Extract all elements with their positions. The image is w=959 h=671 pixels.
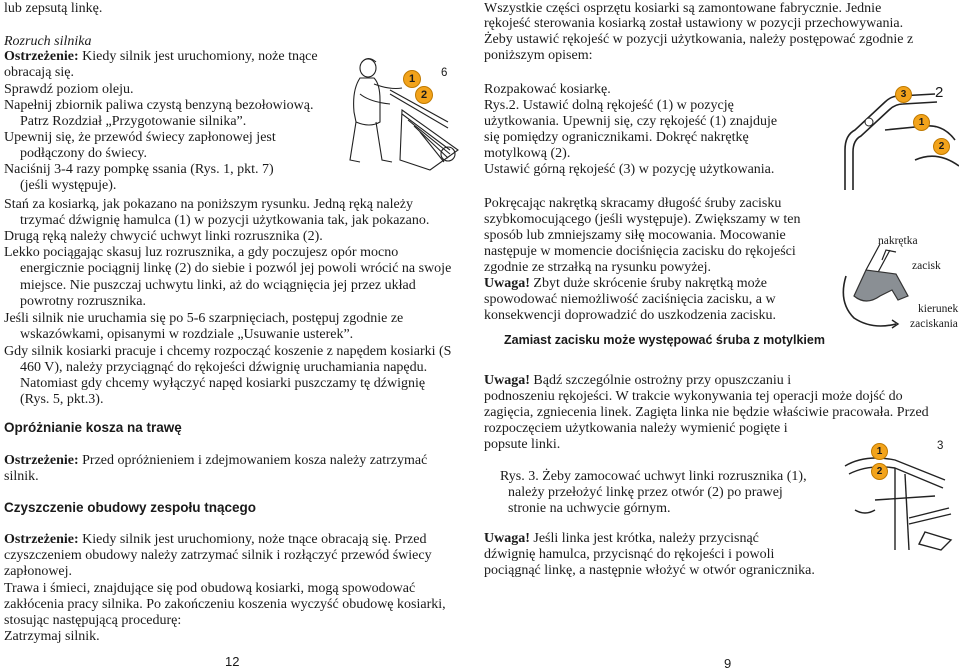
text-line: zapłonowej.: [4, 564, 73, 579]
text-line: (Rys. 5, pkt.3).: [20, 392, 104, 407]
text-line: Rys. 3. Żeby zamocować uchwyt linki rozrusznika (1),: [500, 469, 807, 484]
figure-number-2: 2: [935, 84, 944, 101]
text-line: Napełnij zbiornik paliwa czystą benzyną bezołowiową.: [4, 98, 314, 113]
text-line: Pokręcając nakrętką skracamy długość śruby zacisku: [484, 196, 782, 211]
text-line: obracają się.: [4, 65, 74, 80]
badge-2: 2: [933, 138, 950, 155]
text-line: zgodnie ze strzałką na rysunku powyżej.: [484, 260, 712, 275]
text-line: należy przełożyć linkę przez otwór (2) po prawej: [508, 485, 783, 500]
text-line: się pomiędzy ogranicznikami. Dokręć nakrętkę: [484, 130, 749, 145]
badge-3: 3: [895, 86, 912, 103]
text-line: energicznie pociągnij linkę (2) do siebie i pozwól jej powoli wrócić na swoje: [20, 261, 452, 276]
badge-2: 2: [871, 463, 888, 480]
text-line: Ostrzeżenie: Przed opróżnieniem i zdejmowaniem kosza należy zatrzymać: [4, 453, 428, 468]
text-line: Jeśli silnik nie uruchamia się po 5-6 szarpnięciach, postępuj zgodnie ze: [4, 311, 404, 326]
section-heading-empty-bag: Opróżnianie kosza na trawę: [4, 420, 182, 435]
text-line: Rozpakować kosiarkę.: [484, 82, 611, 97]
text-line: Ostrzeżenie: Kiedy silnik jest uruchomiony, noże tnące obracają się. Przed: [4, 532, 427, 547]
label-kierunek: kierunek: [918, 303, 959, 315]
text-line: Drugą ręką należy chwycić uchwyt linki rozrusznika (2).: [4, 229, 323, 244]
text-line: Gdy silnik kosiarki pracuje i chcemy rozpocząć koszenie z napędem kosiarki (S: [4, 344, 452, 359]
text-line: trzymać dźwignię hamulca (1) w pozycji użytkowania tak, jak pokazano.: [20, 213, 430, 228]
text-line: szybkomocującego (jeśli występuje). Zwiększamy w ten: [484, 212, 801, 227]
text-line: Ostrzeżenie: Kiedy silnik jest uruchomiony, noże tnące: [4, 49, 318, 64]
text-line: Upewnij się, że przewód świecy zapłonowej jest: [4, 130, 276, 145]
text-line: sposób lub zmniejszamy siłę mocowania. Mocowanie: [484, 228, 786, 243]
warning-label: Uwaga!: [484, 531, 530, 546]
text-line: podłączony do świecy.: [20, 146, 147, 161]
text-line: poniższym opisem:: [484, 48, 593, 63]
label-zacisk: zacisk: [912, 260, 941, 272]
text-line: Naciśnij 3-4 razy pompkę ssania (Rys. 1, pkt. 7): [4, 162, 274, 177]
text-line: powrotny rozrusznika.: [20, 294, 146, 309]
page-number-right: 9: [724, 656, 732, 671]
badge-1: 1: [403, 70, 421, 88]
text-line: Stań za kosiarką, jak pokazano na poniższym rysunku. Jedną ręką należy: [4, 197, 413, 212]
text-line: (jeśli występuje).: [20, 178, 117, 193]
text-line: motylkową (2).: [484, 146, 571, 161]
text-line: Patrz Rozdział „Przygotowanie silnika”.: [20, 114, 247, 129]
text-line: podnoszeniu rękojeści. W trakcie wykonywania tej operacji może dojść do: [484, 389, 903, 404]
warning-label: Uwaga!: [484, 276, 530, 291]
text-line: Żeby ustawić rękojeść w pozycji użytkowania, należy postępować zgodnie z: [484, 32, 914, 47]
section-heading-cleaning: Czyszczenie obudowy zespołu tnącego: [4, 500, 257, 515]
badge-1: 1: [913, 114, 930, 131]
text-line: Uwaga! Bądź szczególnie ostrożny przy opuszczaniu i: [484, 373, 792, 388]
text-line: spowodować niemożliwość zaciśnięcia zacisku, a w: [484, 292, 776, 307]
text-line: rękojeść sterowania kosiarką został ustawiony w pozycji przechowywania.: [484, 16, 904, 31]
page-number-left: 12: [225, 654, 240, 669]
text-line: wskazówkami, opisanymi w rozdziale „Usuwanie usterek”.: [20, 327, 354, 342]
warning-label: Ostrzeżenie:: [4, 532, 79, 547]
text-line: Lekko pociągając skasuj luz rozrusznika, a gdy poczujesz opór mocno: [4, 245, 399, 260]
text-line: następuje w momencie dociśnięcia zacisku do rękojeści: [484, 244, 796, 259]
text-line: Rys.2. Ustawić dolną rękojeść (1) w pozycję: [484, 98, 734, 113]
text-line: Natomiast gdy chcemy wyłączyć napęd kosiarki puszczamy tę dźwignię: [20, 376, 426, 391]
text-line: Uwaga! Jeśli linka jest krótka, należy przycisnąć: [484, 531, 759, 546]
text-line: Zatrzymaj silnik.: [4, 629, 100, 644]
label-zaciskania: zaciskania: [910, 318, 958, 330]
text-line: stronie na uchwycie górnym.: [508, 501, 671, 516]
text-line: miejsce. Nie puszczaj uchwytu linki, aż do wciągnięcia jej przez układ: [20, 278, 416, 293]
text-line: lub zepsutą linkę.: [4, 1, 103, 16]
badge-2: 2: [415, 86, 433, 104]
badge-1: 1: [871, 443, 888, 460]
text-line: dźwignię hamulca, przycisnąć do rękojeści i powoli: [484, 547, 775, 562]
note-bolt-with-wingnut: Zamiast zacisku może występować śruba z motylkiem: [504, 333, 825, 347]
text-line: Sprawdź poziom oleju.: [4, 82, 134, 97]
text-line: Uwaga! Zbyt duże skrócenie śruby nakrętką może: [484, 276, 768, 291]
text-line: zakłócenia pracy silnika. Po zakończeniu koszenia wyczyść obudowę kosiarki,: [4, 597, 446, 612]
text-line: 460 V), należy przyciągnąć do rękojeści dźwignię uruchamiania napędu.: [20, 360, 428, 375]
figure-number-3: 3: [937, 440, 944, 452]
warning-label: Ostrzeżenie:: [4, 49, 79, 64]
warning-label: Uwaga!: [484, 373, 530, 388]
text-line: stosując następującą procedurę:: [4, 613, 182, 628]
text-line: Ustawić górną rękojeść (3) w pozycję użytkowania.: [484, 162, 775, 177]
section-heading-engine-start: Rozruch silnika: [4, 34, 92, 49]
text-line: Trawa i śmieci, znajdujące się pod obudową kosiarki, mogą spowodować: [4, 581, 416, 596]
warning-label: Ostrzeżenie:: [4, 453, 79, 468]
label-nakretka: nakrętka: [878, 235, 918, 247]
text-line: czyszczeniem obudowy należy zatrzymać silnik i rozłączyć przewód świecy: [4, 548, 432, 563]
text-line: popsute linki.: [484, 437, 561, 452]
text-line: pociągnąć linkę, a następnie włożyć w otwór ogranicznika.: [484, 563, 815, 578]
text-line: rozpoczęciem użytkowania należy wymienić pogięte i: [484, 421, 788, 436]
text-line: silnik.: [4, 469, 39, 484]
text-line: użytkowania. Upewnij się, czy rękojeść (1) znajduje: [484, 114, 778, 129]
text-line: konsekwencji doprowadzić do uszkodzenia zacisku.: [484, 308, 776, 323]
text-line: zagięcia, zgniecenia linek. Zagięta linka nie będzie właściwie pracowała. Przed: [484, 405, 929, 420]
text-line: Wszystkie części osprzętu kosiarki są zamontowane fabrycznie. Jednie: [484, 1, 882, 16]
starter-rope-figure: [835, 440, 959, 552]
figure-label-6: 6: [441, 67, 448, 79]
